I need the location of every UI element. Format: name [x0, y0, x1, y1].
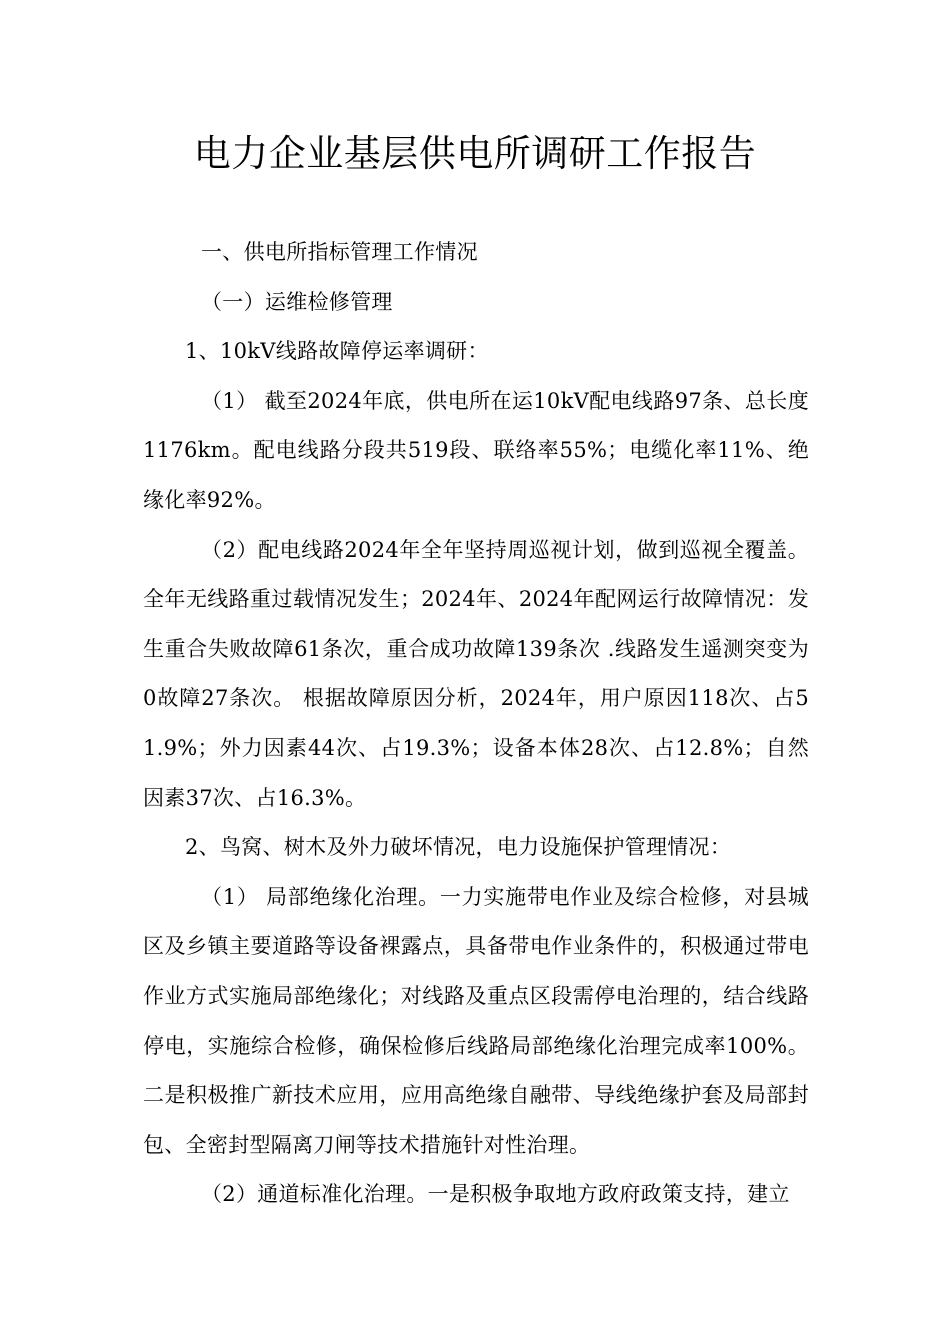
body-paragraph: （2）配电线路2024年全年坚持周巡视计划，做到巡视全覆盖。全年无线路重过载情况发生；2024年、2024年配网运行故障情况：发生重合失败故障61条次，重合成功故障139条次 .线路发生遥测突变为0故障27条次。 根据故障原因分析，2024年，用户原因118次、占51.9%；外力因素44次、占19.3%；设备本体28次、占12.8%；自然因素37次、占16.3%。 [143, 537, 809, 810]
subsection-heading: （一）运维检修管理 [201, 289, 393, 314]
document-body [143, 228, 809, 1220]
body-paragraph: （1） 局部绝缘化治理。一力实施带电作业及综合检修，对县城区及乡镇主要道路等设备裸露点，具备带电作业条件的，积极通过带电作业方式实施局部绝缘化；对线路及重点区段需停电治理的，结合线路停电，实施综合检修，确保检修后线路局部绝缘化治理完成率100%。二是积极推广新技术应用，应用高绝缘自融带、导线绝缘护套及局部封包、全密封型隔离刀闸等技术措施针对性治理。 [143, 884, 809, 1157]
item-heading: 1、10kV线路故障停运率调研： [185, 339, 489, 364]
document-title: 电力企业基层供电所调研工作报告 [193, 132, 757, 175]
body-paragraph: （1） 截至2024年底，供电所在运10kV配电线路97条、总长度1176km。配电线路分段共519段、联络率55%；电缆化率11%、绝缘化率92%。 [143, 388, 809, 512]
section-heading: 一、供电所指标管理工作情况 [201, 240, 478, 264]
item-heading: 2、鸟窝、树木及外力破坏情况，电力设施保护管理情况： [185, 835, 732, 860]
body-paragraph: （2）通道标准化治理。一是积极争取地方政府政策支持，建立 [201, 1182, 790, 1207]
